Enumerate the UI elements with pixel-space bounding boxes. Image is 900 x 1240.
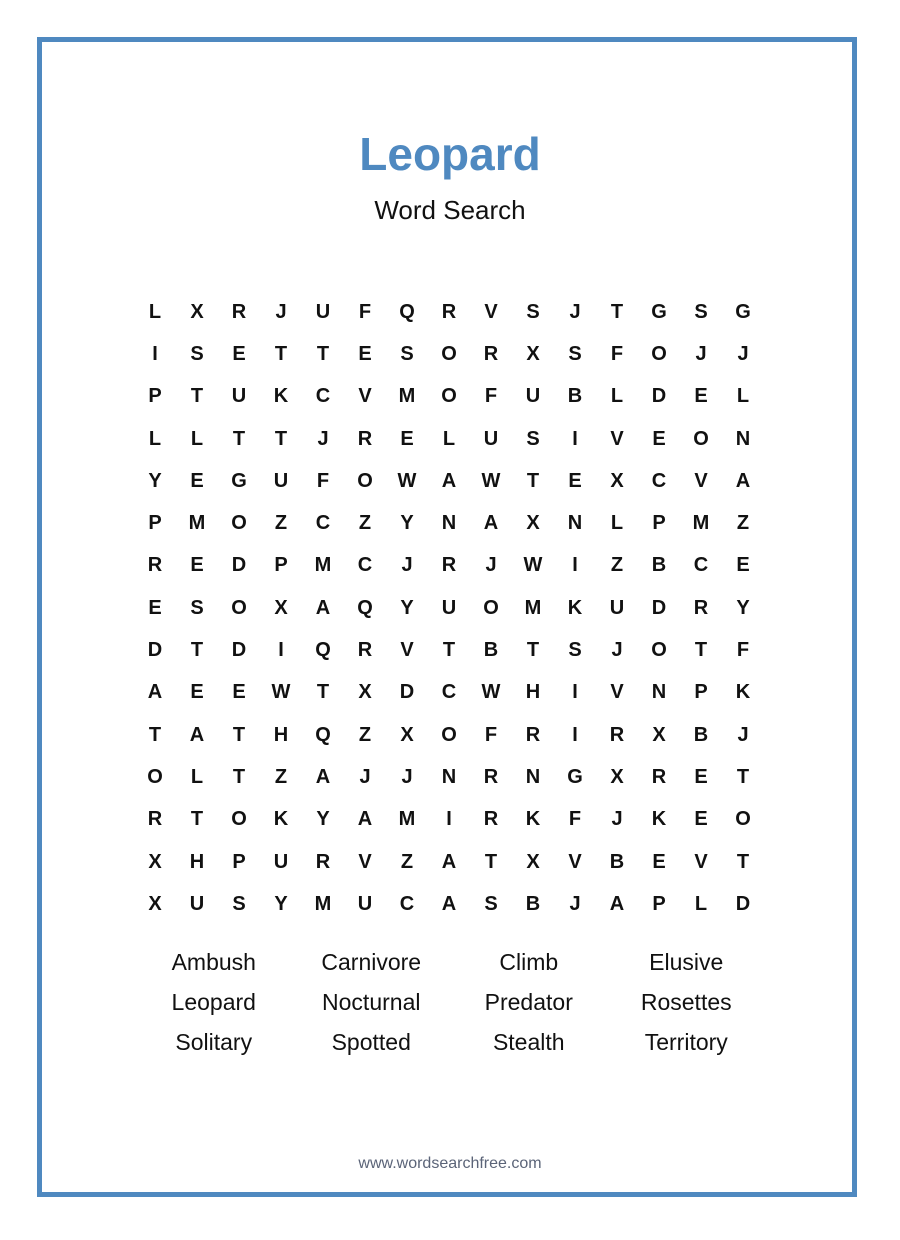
grid-cell: R	[441, 554, 457, 577]
grid-cell: F	[568, 808, 582, 831]
grid-cell: B	[483, 639, 499, 662]
grid-cell: S	[232, 892, 246, 915]
word-list-item: Stealth	[492, 1028, 565, 1055]
grid-cell: Z	[610, 554, 624, 577]
grid-cell: X	[526, 512, 540, 535]
grid-cell: L	[610, 512, 624, 535]
grid-cell: Y	[400, 596, 414, 619]
grid-cell: R	[483, 808, 499, 831]
grid-cell: H	[525, 681, 541, 704]
grid-cell: J	[569, 892, 581, 915]
grid-cell: T	[694, 639, 708, 662]
grid-cell: O	[231, 808, 247, 831]
grid-cell: P	[694, 681, 708, 704]
grid-cell: L	[442, 427, 456, 450]
grid-cell: R	[483, 342, 499, 365]
grid-cell: H	[273, 723, 289, 746]
grid-cell: N	[525, 765, 541, 788]
grid-cell: Z	[358, 512, 372, 535]
grid-cell: S	[568, 639, 582, 662]
grid-cell: S	[694, 300, 708, 323]
grid-cell: T	[274, 427, 288, 450]
grid-cell: E	[358, 342, 372, 365]
grid-cell: X	[526, 342, 540, 365]
grid-cell: J	[737, 723, 749, 746]
grid-cell: S	[526, 300, 540, 323]
grid-cell: W	[481, 469, 501, 492]
grid-cell: I	[446, 808, 452, 831]
grid-cell: O	[441, 723, 457, 746]
grid-cell: T	[484, 850, 498, 873]
grid-cell: W	[271, 681, 291, 704]
grid-cell: D	[651, 385, 667, 408]
grid-cell: F	[484, 385, 498, 408]
grid-cell: X	[400, 723, 414, 746]
grid-cell: S	[484, 892, 498, 915]
grid-cell: M	[188, 512, 206, 535]
grid-cell: E	[652, 427, 666, 450]
grid-cell: I	[572, 681, 578, 704]
grid-cell: U	[315, 300, 331, 323]
grid-cell: V	[694, 469, 708, 492]
grid-cell: M	[314, 554, 332, 577]
grid-cell: D	[399, 681, 415, 704]
grid-cell: R	[357, 639, 373, 662]
grid-cell: L	[190, 765, 204, 788]
grid-cell: N	[567, 512, 583, 535]
grid-cell: E	[190, 469, 204, 492]
grid-cell: V	[358, 385, 372, 408]
word-list-item: Carnivore	[321, 948, 422, 975]
grid-cell: E	[568, 469, 582, 492]
grid-cell: B	[609, 850, 625, 873]
word-list-item: Solitary	[175, 1028, 253, 1055]
grid-cell: T	[610, 300, 624, 323]
grid-cell: I	[278, 639, 284, 662]
grid-cell: L	[694, 892, 708, 915]
grid-cell: V	[610, 427, 624, 450]
grid-cell: T	[232, 765, 246, 788]
grid-cell: R	[693, 596, 709, 619]
grid-cell: T	[442, 639, 456, 662]
grid-cell: K	[735, 681, 751, 704]
grid-cell: G	[651, 300, 667, 323]
grid-cell: Y	[736, 596, 750, 619]
grid-cell: O	[651, 639, 667, 662]
grid-cell: J	[611, 808, 623, 831]
grid-cell: F	[736, 639, 750, 662]
grid-cell: K	[651, 808, 667, 831]
grid-cell: O	[357, 469, 373, 492]
grid-cell: T	[316, 681, 330, 704]
grid-cell: V	[610, 681, 624, 704]
grid-cell: M	[314, 892, 332, 915]
grid-cell: A	[315, 596, 331, 619]
word-list-item: Spotted	[331, 1028, 411, 1055]
grid-cell: W	[397, 469, 417, 492]
grid-cell: V	[484, 300, 498, 323]
grid-cell: X	[610, 765, 624, 788]
grid-cell: M	[398, 808, 416, 831]
word-list-item: Rosettes	[640, 988, 732, 1015]
grid-cell: T	[736, 850, 750, 873]
grid-cell: F	[316, 469, 330, 492]
grid-cell: S	[568, 342, 582, 365]
grid-cell: R	[357, 427, 373, 450]
grid-cell: T	[148, 723, 162, 746]
grid-cell: D	[231, 554, 247, 577]
grid-cell: U	[189, 892, 205, 915]
word-list-item: Territory	[644, 1028, 728, 1055]
grid-cell: K	[273, 385, 289, 408]
grid-cell: J	[317, 427, 329, 450]
word-list-item: Predator	[484, 988, 573, 1015]
grid-cell: Z	[358, 723, 372, 746]
word-list-item: Elusive	[649, 948, 724, 975]
grid-cell: P	[148, 385, 162, 408]
grid-cell: J	[275, 300, 287, 323]
grid-cell: N	[441, 512, 457, 535]
grid-cell: E	[652, 850, 666, 873]
grid-cell: O	[231, 596, 247, 619]
grid-cell: U	[609, 596, 625, 619]
grid-cell: L	[190, 427, 204, 450]
grid-cell: L	[148, 427, 162, 450]
grid-cell: X	[274, 596, 288, 619]
grid-cell: B	[525, 892, 541, 915]
grid-cell: K	[273, 808, 289, 831]
grid-cell: Y	[274, 892, 288, 915]
grid-cell: U	[357, 892, 373, 915]
grid-cell: S	[400, 342, 414, 365]
grid-cell: J	[401, 765, 413, 788]
grid-cell: G	[231, 469, 247, 492]
grid-cell: P	[652, 892, 666, 915]
grid-cell: C	[441, 681, 457, 704]
grid-cell: E	[694, 385, 708, 408]
grid-cell: A	[357, 808, 373, 831]
grid-cell: B	[567, 385, 583, 408]
grid-cell: D	[651, 596, 667, 619]
grid-cell: L	[736, 385, 750, 408]
grid-cell: E	[736, 554, 750, 577]
grid-cell: T	[526, 469, 540, 492]
grid-cell: M	[524, 596, 542, 619]
grid-cell: V	[400, 639, 414, 662]
grid-cell: T	[316, 342, 330, 365]
grid-cell: S	[190, 342, 204, 365]
grid-cell: V	[358, 850, 372, 873]
grid-cell: X	[610, 469, 624, 492]
grid-cell: E	[694, 808, 708, 831]
grid-cell: P	[148, 512, 162, 535]
grid-cell: A	[441, 892, 457, 915]
grid-cell: J	[569, 300, 581, 323]
grid-cell: R	[315, 850, 331, 873]
grid-cell: C	[693, 554, 709, 577]
grid-cell: R	[231, 300, 247, 323]
grid-cell: J	[359, 765, 371, 788]
grid-cell: T	[232, 723, 246, 746]
grid-cell: E	[694, 765, 708, 788]
page-subtitle: Word Search	[374, 195, 526, 225]
grid-cell: R	[483, 765, 499, 788]
grid-cell: X	[148, 892, 162, 915]
grid-cell: P	[232, 850, 246, 873]
word-list-item: Nocturnal	[322, 988, 421, 1015]
grid-cell: V	[568, 850, 582, 873]
grid-cell: M	[692, 512, 710, 535]
grid-cell: Q	[399, 300, 415, 323]
grid-cell: T	[190, 808, 204, 831]
grid-cell: Y	[400, 512, 414, 535]
grid-cell: R	[147, 808, 163, 831]
grid-cell: X	[190, 300, 204, 323]
grid-cell: T	[190, 385, 204, 408]
grid-cell: U	[273, 469, 289, 492]
grid-cell: Q	[357, 596, 373, 619]
word-list-item: Ambush	[171, 948, 256, 975]
grid-cell: E	[148, 596, 162, 619]
grid-cell: E	[400, 427, 414, 450]
grid-cell: R	[525, 723, 541, 746]
grid-cell: A	[441, 850, 457, 873]
grid-cell: Y	[148, 469, 162, 492]
word-list	[135, 942, 765, 1062]
grid-cell: Z	[736, 512, 750, 535]
grid-cell: U	[525, 385, 541, 408]
grid-cell: B	[651, 554, 667, 577]
grid-cell: N	[735, 427, 751, 450]
grid-cell: T	[526, 639, 540, 662]
grid-cell: F	[484, 723, 498, 746]
grid-cell: O	[483, 596, 499, 619]
grid-cell: C	[399, 892, 415, 915]
grid-cell: L	[610, 385, 624, 408]
grid-cell: O	[693, 427, 709, 450]
grid-cell: I	[572, 723, 578, 746]
grid-cell: X	[148, 850, 162, 873]
grid-cell: D	[147, 639, 163, 662]
grid-cell: W	[523, 554, 543, 577]
grid-cell: J	[485, 554, 497, 577]
grid-cell: O	[441, 385, 457, 408]
grid-cell: U	[441, 596, 457, 619]
grid-cell: A	[315, 765, 331, 788]
grid-cell: U	[231, 385, 247, 408]
grid-cell: D	[231, 639, 247, 662]
grid-cell: R	[609, 723, 625, 746]
grid-cell: R	[147, 554, 163, 577]
grid-cell: Z	[400, 850, 414, 873]
grid-cell: G	[567, 765, 583, 788]
grid-cell: F	[358, 300, 372, 323]
grid-cell: A	[609, 892, 625, 915]
grid-cell: T	[232, 427, 246, 450]
grid-cell: P	[652, 512, 666, 535]
grid-cell: E	[232, 681, 246, 704]
grid-cell: N	[441, 765, 457, 788]
grid-cell: A	[189, 723, 205, 746]
grid-cell: V	[694, 850, 708, 873]
footer-url: www.wordsearchfree.com	[358, 1155, 542, 1172]
grid-cell: X	[652, 723, 666, 746]
grid-cell: Q	[315, 639, 331, 662]
grid-cell: I	[152, 342, 158, 365]
grid-cell: X	[358, 681, 372, 704]
grid-cell: F	[610, 342, 624, 365]
grid-cell: C	[651, 469, 667, 492]
grid-cell: J	[401, 554, 413, 577]
grid-cell: T	[736, 765, 750, 788]
grid-cell: K	[567, 596, 583, 619]
grid-cell: P	[274, 554, 288, 577]
grid-cell: X	[526, 850, 540, 873]
grid-cell: E	[190, 681, 204, 704]
grid-cell: O	[231, 512, 247, 535]
grid-cell: E	[232, 342, 246, 365]
word-list-item: Climb	[499, 948, 559, 975]
grid-cell: K	[525, 808, 541, 831]
grid-cell: I	[572, 554, 578, 577]
grid-cell: A	[441, 469, 457, 492]
grid-cell: E	[190, 554, 204, 577]
grid-cell: T	[190, 639, 204, 662]
grid-cell: W	[481, 681, 501, 704]
grid-cell: R	[441, 300, 457, 323]
grid-cell: N	[651, 681, 667, 704]
grid-cell: A	[735, 469, 751, 492]
grid-cell: R	[651, 765, 667, 788]
word-list-item: Leopard	[171, 988, 256, 1015]
grid-cell: Y	[316, 808, 330, 831]
grid-cell: M	[398, 385, 416, 408]
grid-cell: U	[273, 850, 289, 873]
letter-grid	[134, 291, 764, 925]
grid-cell: O	[651, 342, 667, 365]
grid-cell: I	[572, 427, 578, 450]
grid-cell: J	[611, 639, 623, 662]
grid-cell: A	[147, 681, 163, 704]
grid-cell: O	[441, 342, 457, 365]
page-title: Leopard	[359, 128, 541, 180]
grid-cell: S	[526, 427, 540, 450]
grid-cell: D	[735, 892, 751, 915]
grid-cell: G	[735, 300, 751, 323]
grid-cell: J	[737, 342, 749, 365]
grid-cell: C	[315, 512, 331, 535]
grid-cell: A	[483, 512, 499, 535]
grid-cell: C	[315, 385, 331, 408]
grid-cell: Q	[315, 723, 331, 746]
grid-cell: U	[483, 427, 499, 450]
grid-cell: T	[274, 342, 288, 365]
grid-cell: O	[735, 808, 751, 831]
grid-cell: S	[190, 596, 204, 619]
grid-cell: J	[695, 342, 707, 365]
grid-cell: L	[148, 300, 162, 323]
grid-cell: H	[189, 850, 205, 873]
grid-cell: Z	[274, 512, 288, 535]
grid-cell: O	[147, 765, 163, 788]
grid-cell: Z	[274, 765, 288, 788]
grid-cell: B	[693, 723, 709, 746]
grid-cell: C	[357, 554, 373, 577]
